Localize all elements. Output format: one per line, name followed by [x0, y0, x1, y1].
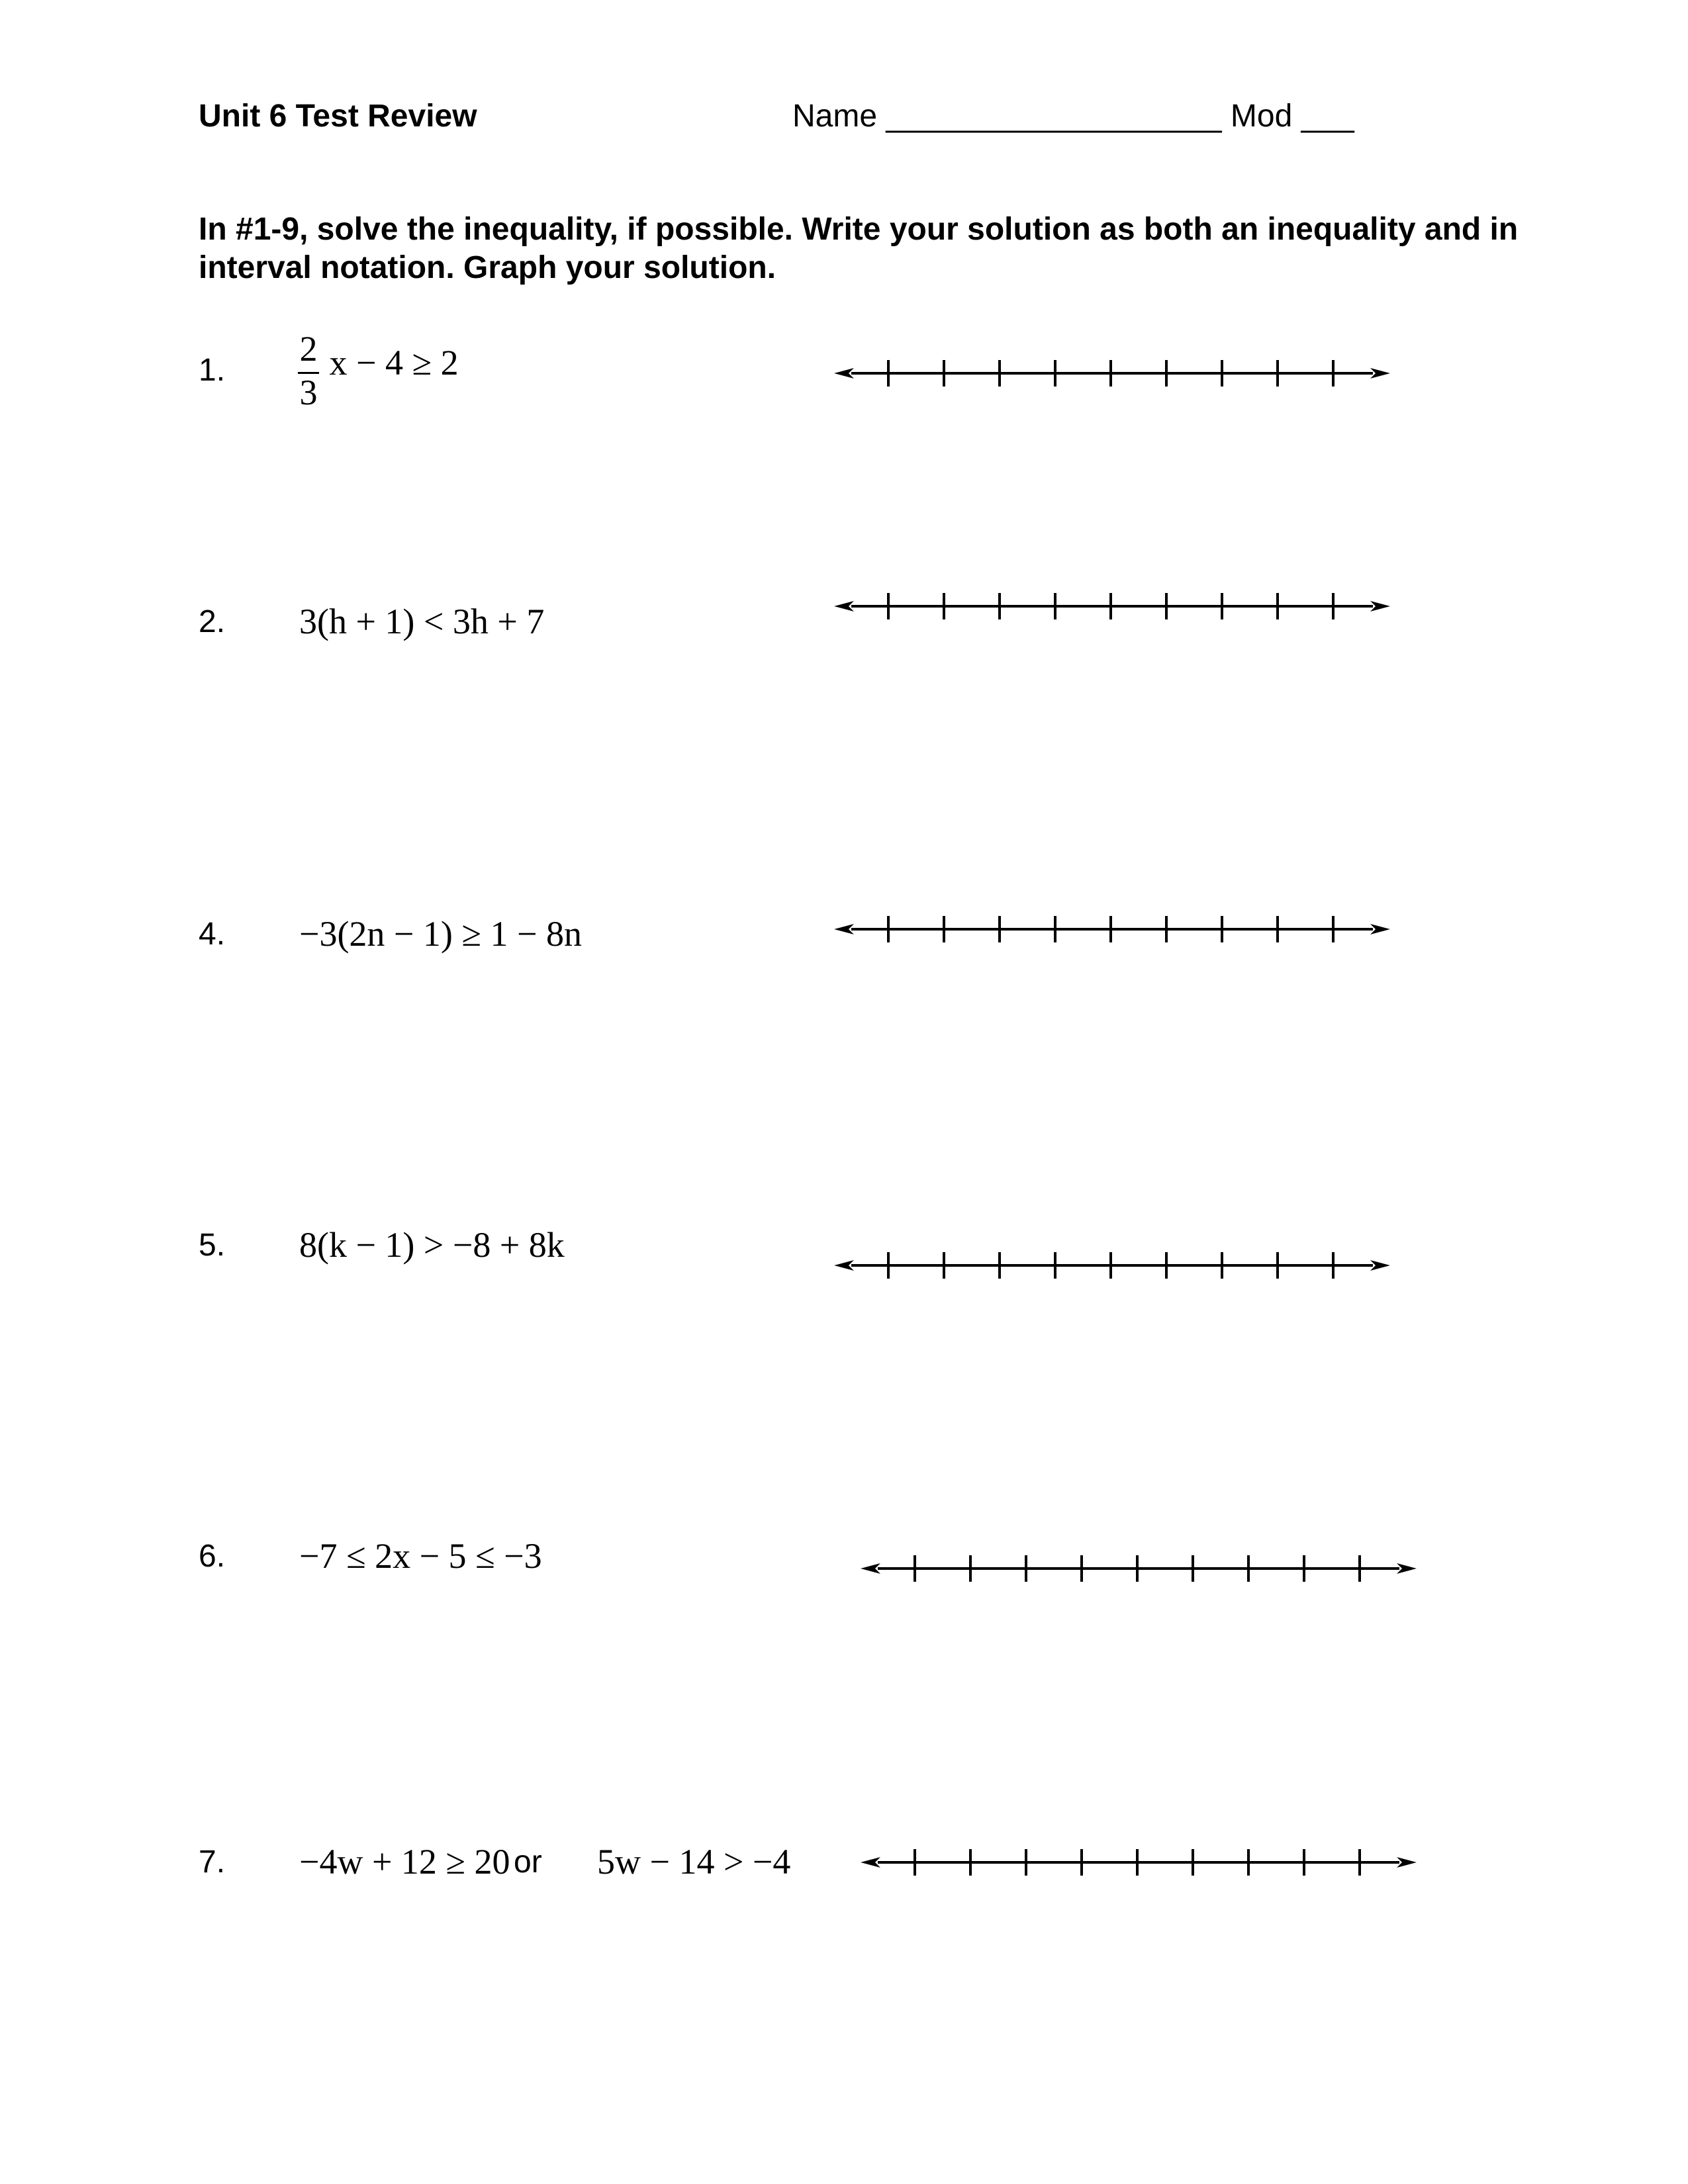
number-line-6[interactable]	[861, 1553, 1430, 1584]
left-arrow-icon	[834, 368, 854, 379]
left-arrow-icon	[834, 601, 854, 612]
problem-2-expression: 3(h + 1) < 3h + 7	[299, 602, 545, 641]
problem-6-expression: −7 ≤ 2x − 5 ≤ −3	[299, 1536, 542, 1576]
problem-5-expression: 8(k − 1) > −8 + 8k	[299, 1225, 565, 1265]
fraction-denominator: 3	[299, 373, 318, 412]
left-arrow-icon	[834, 924, 854, 934]
right-arrow-icon	[1370, 1260, 1390, 1271]
number-line-5[interactable]	[834, 1250, 1403, 1281]
problem-7-connector: or	[514, 1844, 542, 1880]
right-arrow-icon	[1397, 1857, 1417, 1868]
left-arrow-icon	[861, 1857, 880, 1868]
instructions: In #1-9, solve the inequality, if possible. Write your solution as both an inequality and in interval notation. Graph your solution.	[199, 212, 1519, 285]
right-arrow-icon	[1370, 368, 1390, 379]
right-arrow-icon	[1397, 1563, 1417, 1574]
problem-1-expression	[297, 328, 459, 423]
page-title: Unit 6 Test Review	[199, 99, 477, 134]
number-line-4[interactable]	[834, 913, 1403, 945]
problem-7-number: 7.	[199, 1844, 226, 1880]
left-arrow-icon	[861, 1563, 880, 1574]
right-arrow-icon	[1370, 924, 1390, 934]
fraction-numerator: 2	[299, 329, 318, 369]
number-line-1[interactable]	[834, 357, 1403, 389]
problem-6-number: 6.	[199, 1539, 226, 1574]
problem-7-expression-left: −4w + 12 ≥ 20	[299, 1842, 510, 1882]
problem-2-number: 2.	[199, 604, 226, 639]
problem-5-number: 5.	[199, 1228, 226, 1263]
fraction	[297, 328, 320, 414]
left-arrow-icon	[834, 1260, 854, 1271]
number-line-7[interactable]	[861, 1846, 1430, 1878]
problem-7-expression-right: 5w − 14 > −4	[597, 1842, 791, 1882]
problem-4-number: 4.	[199, 917, 226, 952]
name-mod-field[interactable]: Name ___________________ Mod ___	[792, 99, 1354, 134]
right-arrow-icon	[1370, 601, 1390, 612]
problem-1-expression-text: x − 4 ≥ 2	[329, 343, 459, 383]
problem-4-expression: −3(2n − 1) ≥ 1 − 8n	[299, 914, 582, 954]
problem-1-number: 1.	[199, 353, 226, 388]
number-line-2[interactable]	[834, 590, 1403, 622]
